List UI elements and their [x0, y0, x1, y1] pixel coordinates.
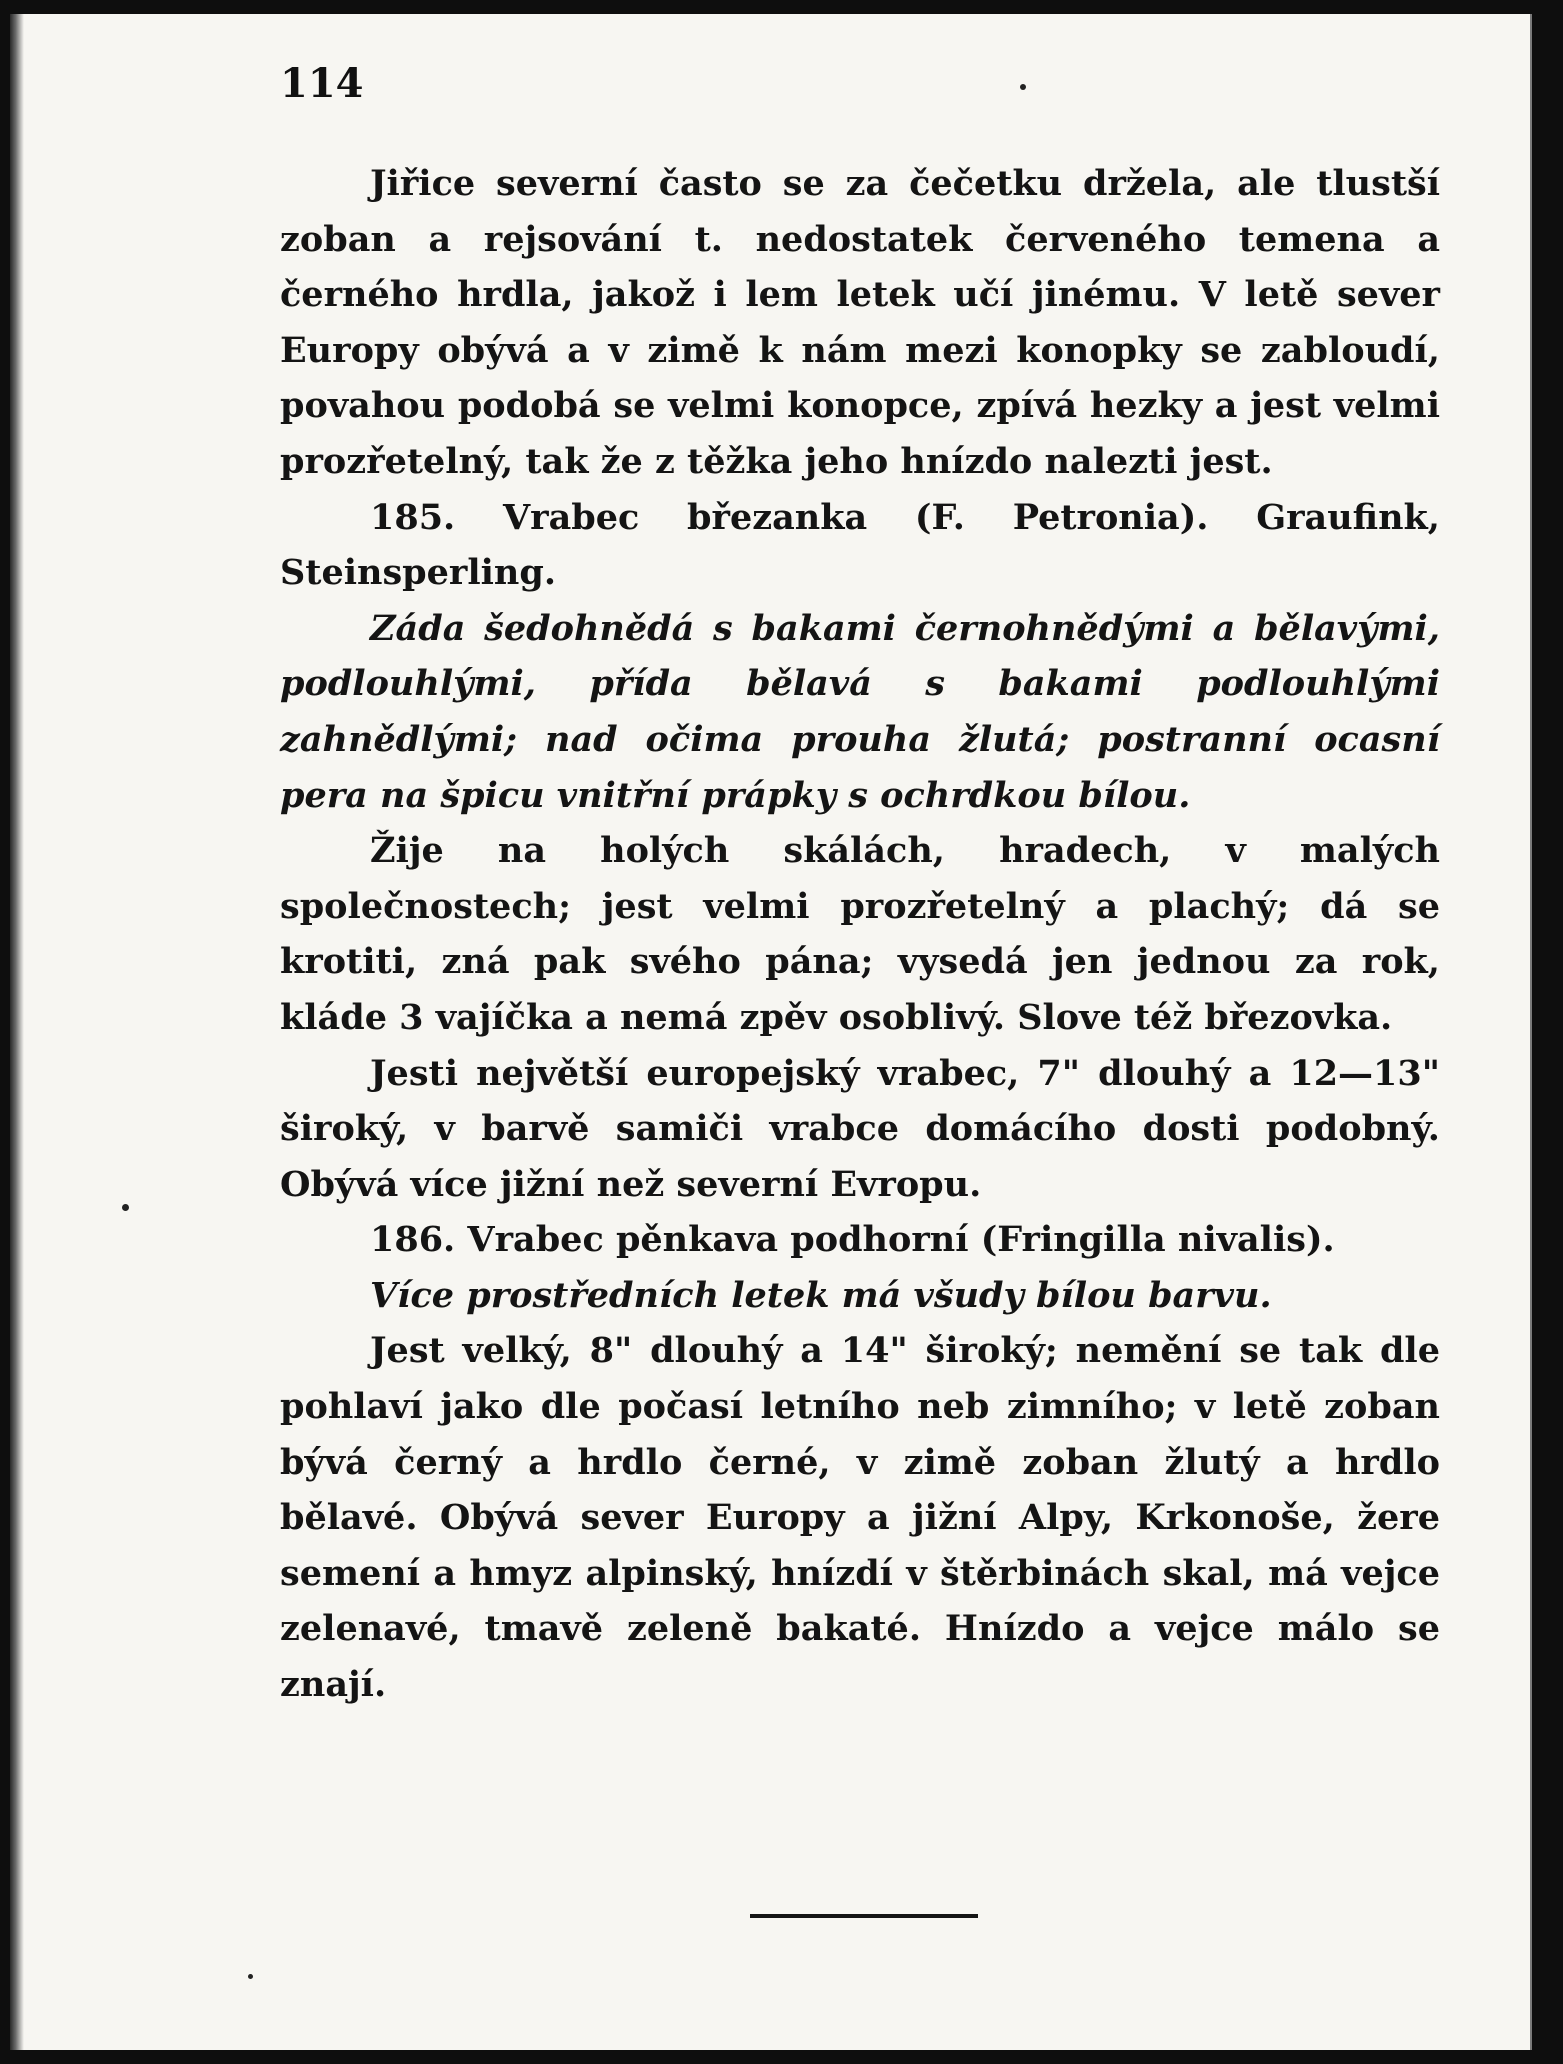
print-speck	[1020, 84, 1026, 90]
end-of-section-rule	[750, 1914, 978, 1918]
paragraph-siskin-description: Jiřice severní často se za čečetku držela, ale tlustší zoban a rejsování t. nedostatek červeného temena a černého hrdla, jakož i lem letek učí jinému. V letě sever Europy obývá a v zimě k nám mezi konopky se zabloudí, povahou podobá se velmi konopce, zpívá hezky a jest velmi prozřetelný, tak že z těžka jeho hnízdo nalezti jest.	[280, 163, 1440, 482]
print-speck	[248, 1974, 253, 1979]
species-heading-185: 185. Vrabec březanka (F. Petronia). Graufink, Steinsperling.	[280, 496, 1440, 594]
body-text	[280, 156, 1440, 1713]
species-diagnosis-185: Záda šedohnědá s bakami černohnědými a bělavými, podlouhlými, přída bělavá s bakami podlouhlými zahnědlými; nad očima prouha žlutá; postranní ocasní pera na špicu vnitřní prápky s ochrdkou bílou.	[280, 607, 1440, 816]
paragraph-habitat-185: Žije na holých skálách, hradech, v malých společnostech; jest velmi prozřetelný a plachý; dá se krotiti, zná pak svého pána; vysedá jen jednou za rok, kláde 3 vajíčka a nemá zpěv osoblivý. Slove též březovka.	[280, 830, 1440, 1038]
book-page	[10, 14, 1532, 2050]
species-heading-186: 186. Vrabec pěnkava podhorní (Fringilla nivalis).	[370, 1219, 1335, 1261]
species-diagnosis-186: Více prostředních letek má všudy bílou barvu.	[370, 1274, 1272, 1316]
page-number: 114	[280, 60, 364, 107]
print-speck	[122, 1204, 129, 1211]
paragraph-size-185: Jesti největší europejský vrabec, 7" dlouhý a 12—13" široký, v barvě samiči vrabce domácího dosti podobný. Obývá více jižní než severní Evropu.	[280, 1052, 1440, 1205]
paragraph-description-186: Jest velký, 8" dlouhý a 14" široký; nemění se tak dle pohlaví jako dle počasí letního neb zimního; v letě zoban bývá černý a hrdlo černé, v zimě zoban žlutý a hrdlo bělavé. Obývá sever Europy a jižní Alpy, Krkonoše, žere semení a hmyz alpinský, hnízdí v štěrbinách skal, má vejce zelenavé, tmavě zeleně bakaté. Hnízdo a vejce málo se znají.	[280, 1330, 1440, 1706]
page-binding-edge	[10, 14, 24, 2050]
